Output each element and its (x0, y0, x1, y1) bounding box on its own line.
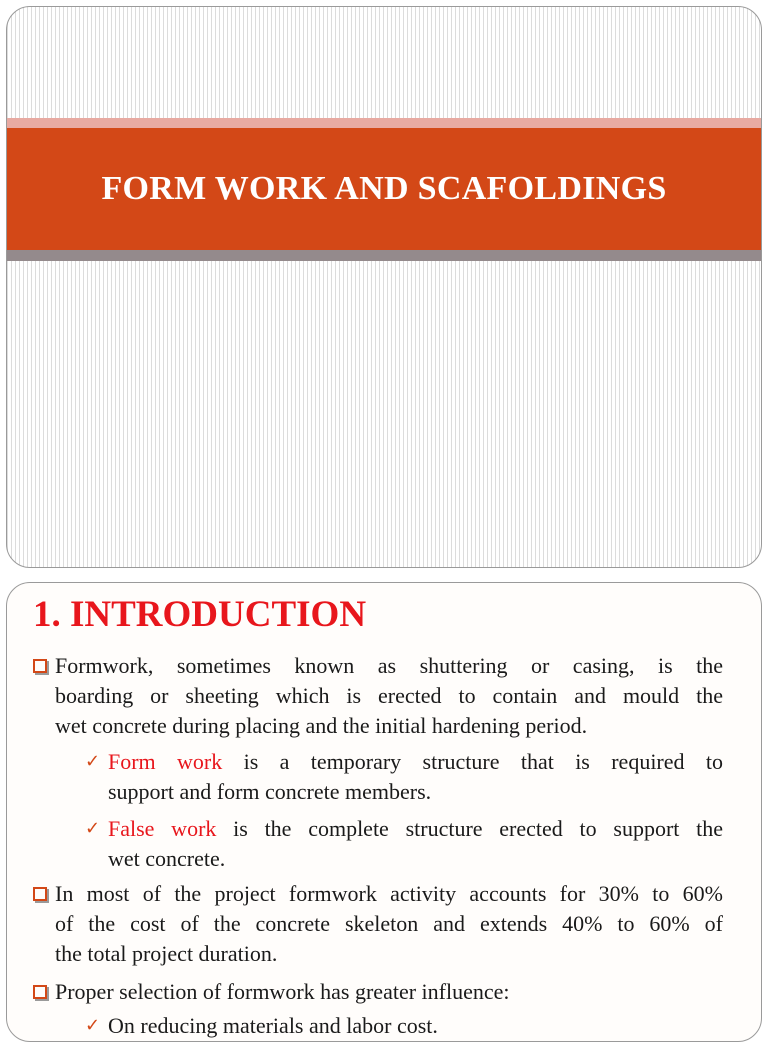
bullet-cost-duration (33, 879, 723, 969)
checkmark-icon: ✓ (85, 1015, 101, 1036)
sub-bullet-line: On reducing materials and labor cost. (108, 1013, 438, 1038)
sub-bullet-false-work (85, 814, 723, 874)
bullet-text-line: In most of the project formwork activity accounts for 30% to 60% (55, 881, 723, 906)
term-highlight: Form work (108, 749, 223, 774)
sub-bullet-reducing-cost (85, 1011, 723, 1041)
title-slide (6, 6, 762, 568)
gray-accent-stripe (7, 250, 761, 261)
slide-title: FORM WORK AND SCAFOLDINGS (101, 170, 667, 207)
sub-bullet-line: support and form concrete members. (108, 779, 432, 804)
pink-accent-stripe (7, 118, 761, 128)
checkmark-icon: ✓ (85, 818, 101, 839)
square-bullet-icon (33, 887, 47, 901)
sub-bullet-line (108, 814, 723, 844)
title-band (7, 128, 761, 250)
bullet-selection (33, 977, 723, 1007)
sub-bullet-line: wet concrete. (108, 846, 226, 871)
square-bullet-icon (33, 985, 47, 999)
sub-bullet-text: is a temporary structure that is required to (222, 749, 723, 774)
checkmark-icon: ✓ (85, 751, 101, 772)
bullet-text-line: Proper selection of formwork has greater influence: (55, 979, 510, 1004)
bullet-text-line: the total project duration. (55, 941, 278, 966)
term-highlight: False work (108, 816, 217, 841)
bullet-text-line: of the cost of the concrete skeleton and extends 40% to 60% of (55, 911, 723, 936)
sub-bullet-line (108, 747, 723, 777)
sub-bullet-form-work (85, 747, 723, 807)
sub-bullet-text: is the complete structure erected to support the (216, 816, 724, 841)
bullet-text-line: Formwork, sometimes known as shuttering or casing, is the (55, 653, 723, 678)
bullet-text-line: boarding or sheeting which is erected to contain and mould the (55, 683, 723, 708)
bullet-text-line: wet concrete during placing and the initial hardening period. (55, 713, 588, 738)
bullet-formwork-definition (33, 651, 723, 741)
square-bullet-icon (33, 659, 47, 673)
introduction-slide (6, 582, 762, 1042)
section-heading: 1. INTRODUCTION (33, 594, 367, 635)
